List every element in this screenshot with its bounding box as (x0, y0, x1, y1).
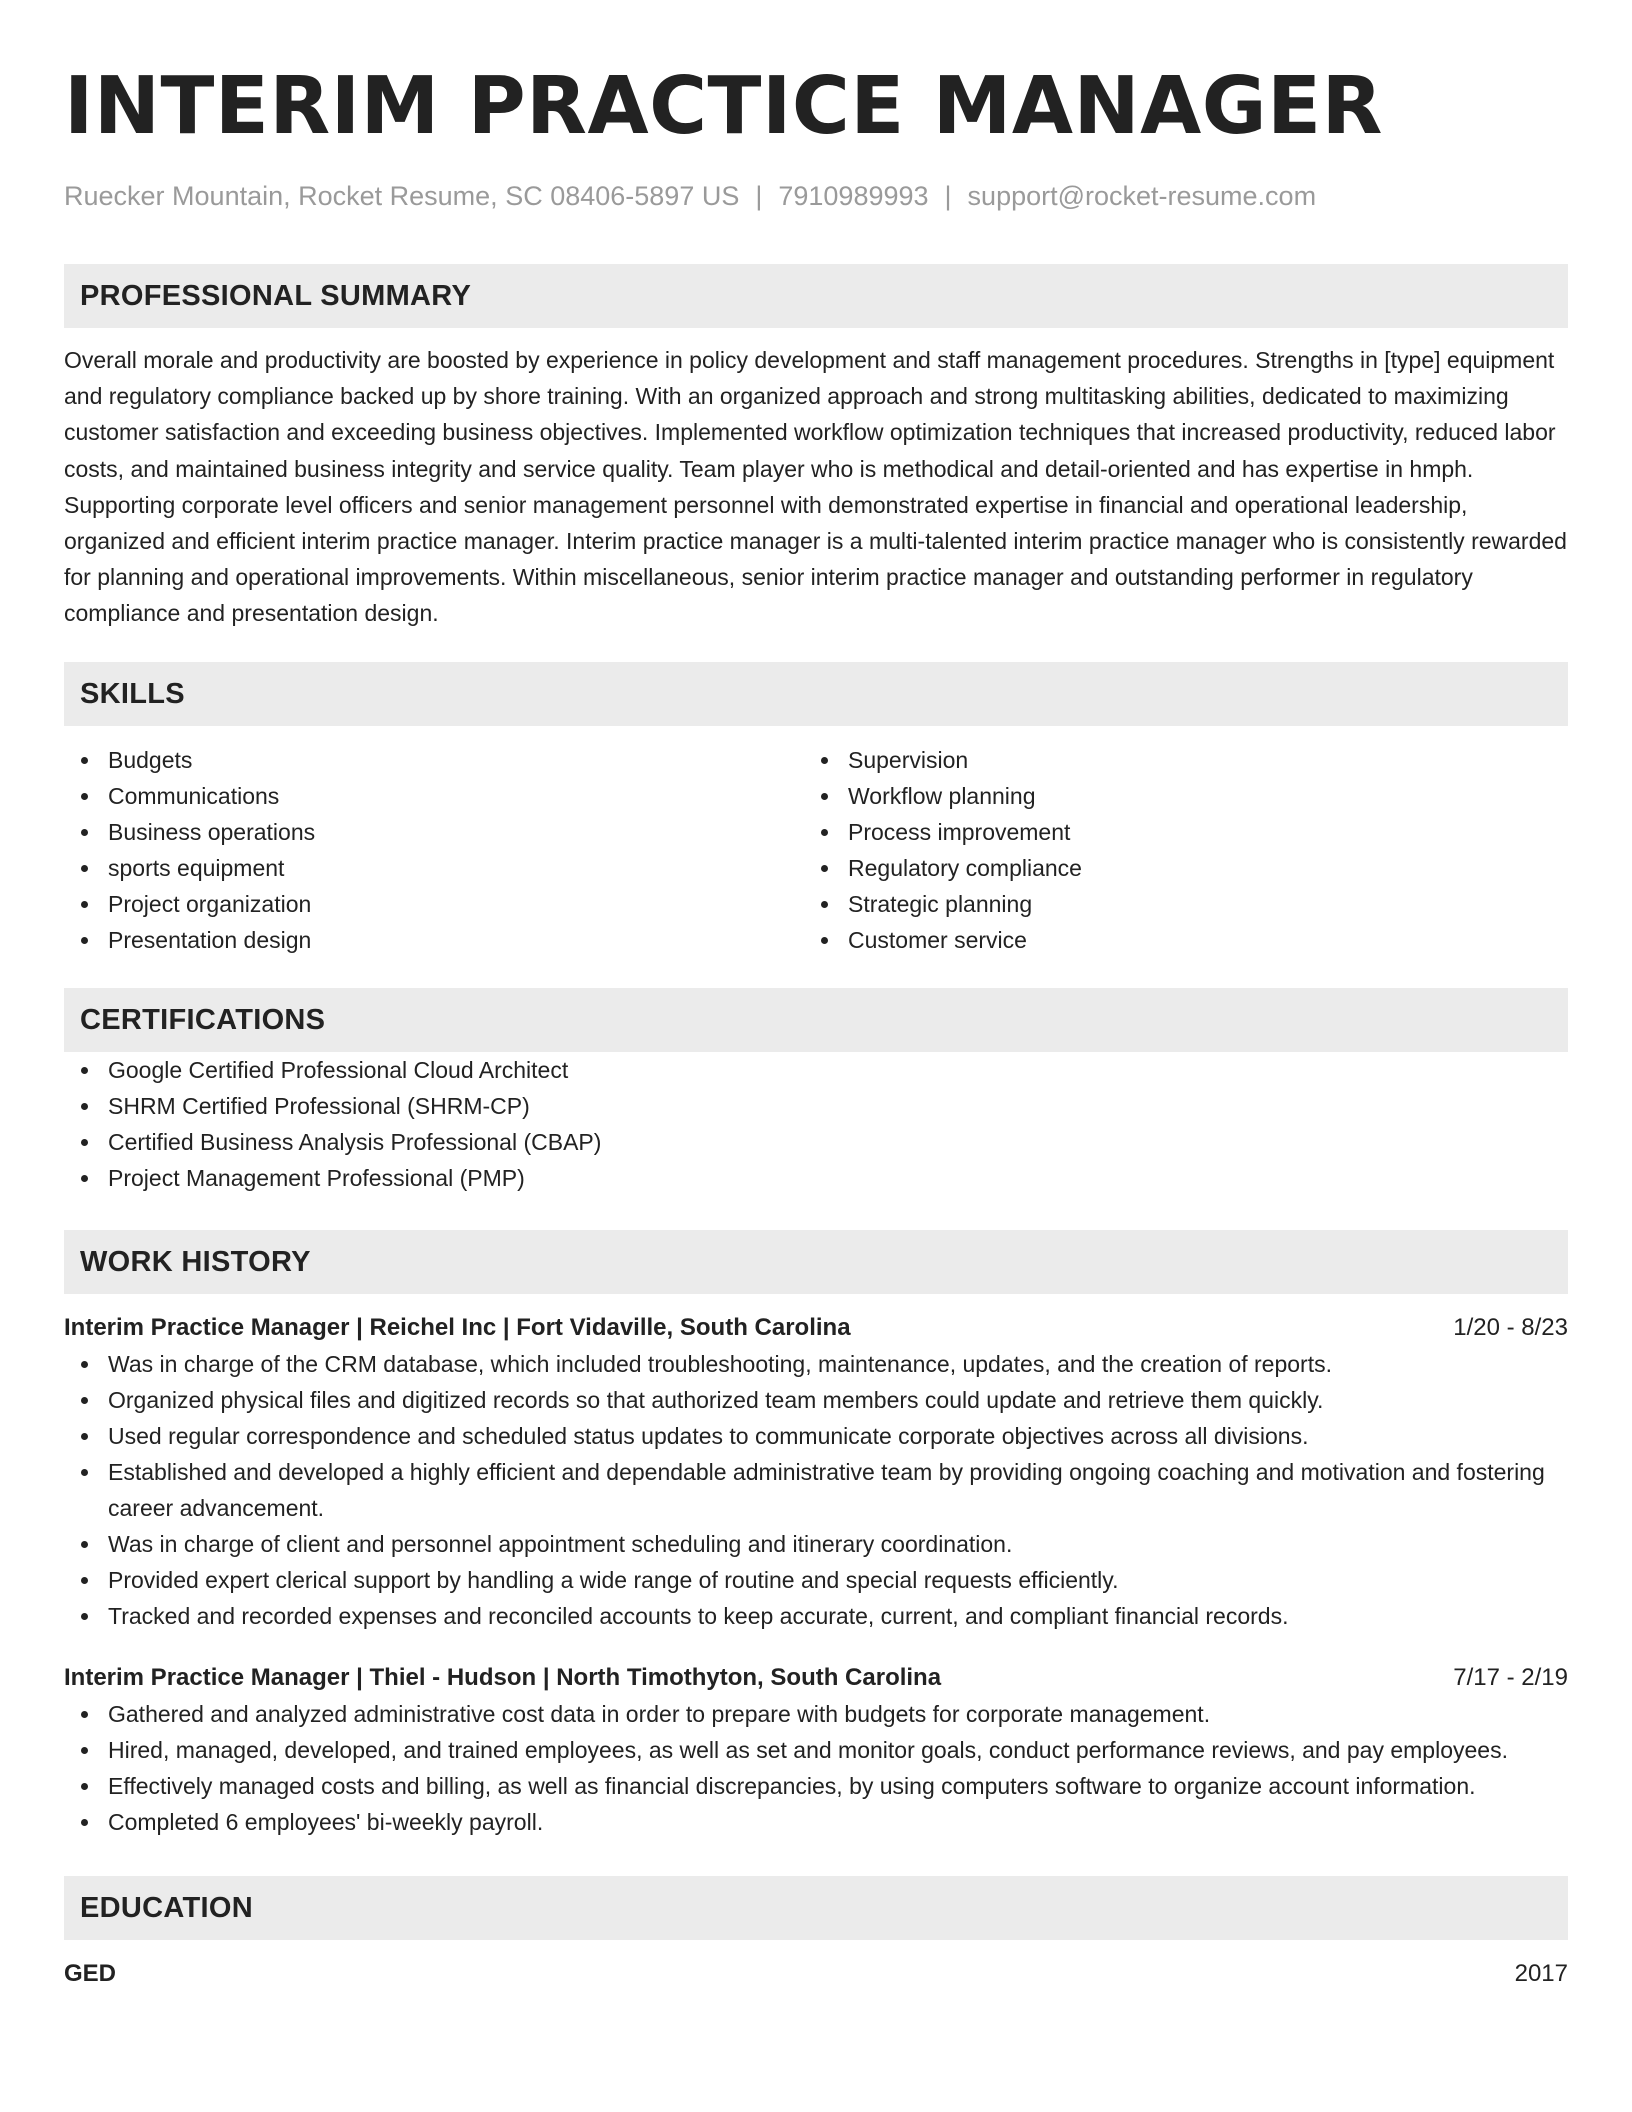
skills-list-right (804, 742, 1544, 958)
skill-item: Project organization (64, 886, 804, 922)
job-duty-item: Effectively managed costs and billing, as well as financial discrepancies, by using computers software to organize account information. (64, 1768, 1568, 1804)
job-duty-item: Provided expert clerical support by handling a wide range of routine and special requests efficiently. (64, 1562, 1568, 1598)
job-duty-item: Used regular correspondence and scheduled status updates to communicate corporate objectives across all divisions. (64, 1418, 1568, 1454)
job-duty-item: Hired, managed, developed, and trained employees, as well as set and monitor goals, conduct performance reviews, and pay employees. (64, 1732, 1568, 1768)
contact-line (64, 178, 1568, 214)
job-duty-item: Established and developed a highly efficient and dependable administrative team by providing ongoing coaching and motivation and fostering career advancement. (64, 1454, 1568, 1526)
skill-item: Strategic planning (804, 886, 1544, 922)
candidate-name: INTERIM PRACTICE MANAGER (64, 60, 1383, 152)
job-duties-list (64, 1346, 1568, 1634)
skill-item: Communications (64, 778, 804, 814)
section-heading-certifications: CERTIFICATIONS (64, 988, 1568, 1052)
job-duty-item: Tracked and recorded expenses and reconciled accounts to keep accurate, current, and compliant financial records. (64, 1598, 1568, 1634)
certification-item: SHRM Certified Professional (SHRM-CP) (64, 1088, 1568, 1124)
job-duty-item: Was in charge of client and personnel appointment scheduling and itinerary coordination. (64, 1526, 1568, 1562)
skill-item: Customer service (804, 922, 1544, 958)
address: Ruecker Mountain, Rocket Resume, SC 08406-5897 US (64, 181, 740, 211)
skill-item: Process improvement (804, 814, 1544, 850)
phone-number: 7910989993 (778, 181, 929, 211)
skill-item: Workflow planning (804, 778, 1544, 814)
job-title: Interim Practice Manager | Thiel - Hudson | North Timothyton, South Carolina (64, 1663, 942, 1691)
job-duties-list (64, 1696, 1568, 1840)
section-heading-work-history: WORK HISTORY (64, 1230, 1568, 1294)
skill-item: sports equipment (64, 850, 804, 886)
separator: | (944, 181, 952, 211)
skills-list-left (64, 742, 804, 958)
job-duty-item: Gathered and analyzed administrative cost data in order to prepare with budgets for corporate management. (64, 1696, 1568, 1732)
certifications-list (64, 1052, 1568, 1196)
job-duty-item: Was in charge of the CRM database, which included troubleshooting, maintenance, updates, and the creation of reports. (64, 1346, 1568, 1382)
section-heading-summary: PROFESSIONAL SUMMARY (64, 264, 1568, 328)
degree: GED (64, 1959, 117, 1987)
skill-item: Supervision (804, 742, 1544, 778)
skill-item: Regulatory compliance (804, 850, 1544, 886)
skills-columns (64, 742, 1568, 958)
skill-item: Presentation design (64, 922, 804, 958)
graduation-year: 2017 (1514, 1959, 1568, 1987)
skills-column-left (64, 742, 804, 958)
summary-text: Overall morale and productivity are boosted by experience in policy development and staff management procedures. Strengths in [type] equipment and regulatory compliance backed up by shore training. With an organized approach and strong multitasking abilities, dedicated to maximizing customer satisfaction and exceeding business objectives. Implemented workflow optimization techniques that increased productivity, reduced labor costs, and maintained business integrity and service quality. Team player who is methodical and detail-oriented and has expertise in hmph. Supporting corporate level officers and senior management personnel with demonstrated expertise in financial and operational leadership, organized and efficient interim practice manager. Interim practice manager is a multi-talented interim practice manager who is consistently rewarded for planning and operational improvements. Within miscellaneous, senior interim practice manager and outstanding performer in regulatory compliance and presentation design. (64, 347, 1567, 627)
job-header (64, 1660, 1568, 1696)
job-duty-item: Completed 6 employees' bi-weekly payroll. (64, 1804, 1568, 1840)
certification-item: Project Management Professional (PMP) (64, 1160, 1568, 1196)
skill-item: Business operations (64, 814, 804, 850)
certification-item: Certified Business Analysis Professional (CBAP) (64, 1124, 1568, 1160)
section-heading-education: EDUCATION (64, 1876, 1568, 1940)
email-address: support@rocket-resume.com (967, 181, 1317, 211)
job-dates: 1/20 - 8/23 (1453, 1313, 1568, 1341)
education-entry (64, 1956, 1568, 1992)
skill-item: Budgets (64, 742, 804, 778)
section-heading-skills: SKILLS (64, 662, 1568, 726)
job-duty-item: Organized physical files and digitized records so that authorized team members could update and retrieve them quickly. (64, 1382, 1568, 1418)
job-dates: 7/17 - 2/19 (1453, 1663, 1568, 1691)
certification-item: Google Certified Professional Cloud Architect (64, 1052, 1568, 1088)
job-title: Interim Practice Manager | Reichel Inc | Fort Vidaville, South Carolina (64, 1313, 851, 1341)
job-header (64, 1310, 1568, 1346)
separator: | (755, 181, 763, 211)
resume-page (64, 56, 1568, 1992)
skills-column-right (804, 742, 1544, 958)
